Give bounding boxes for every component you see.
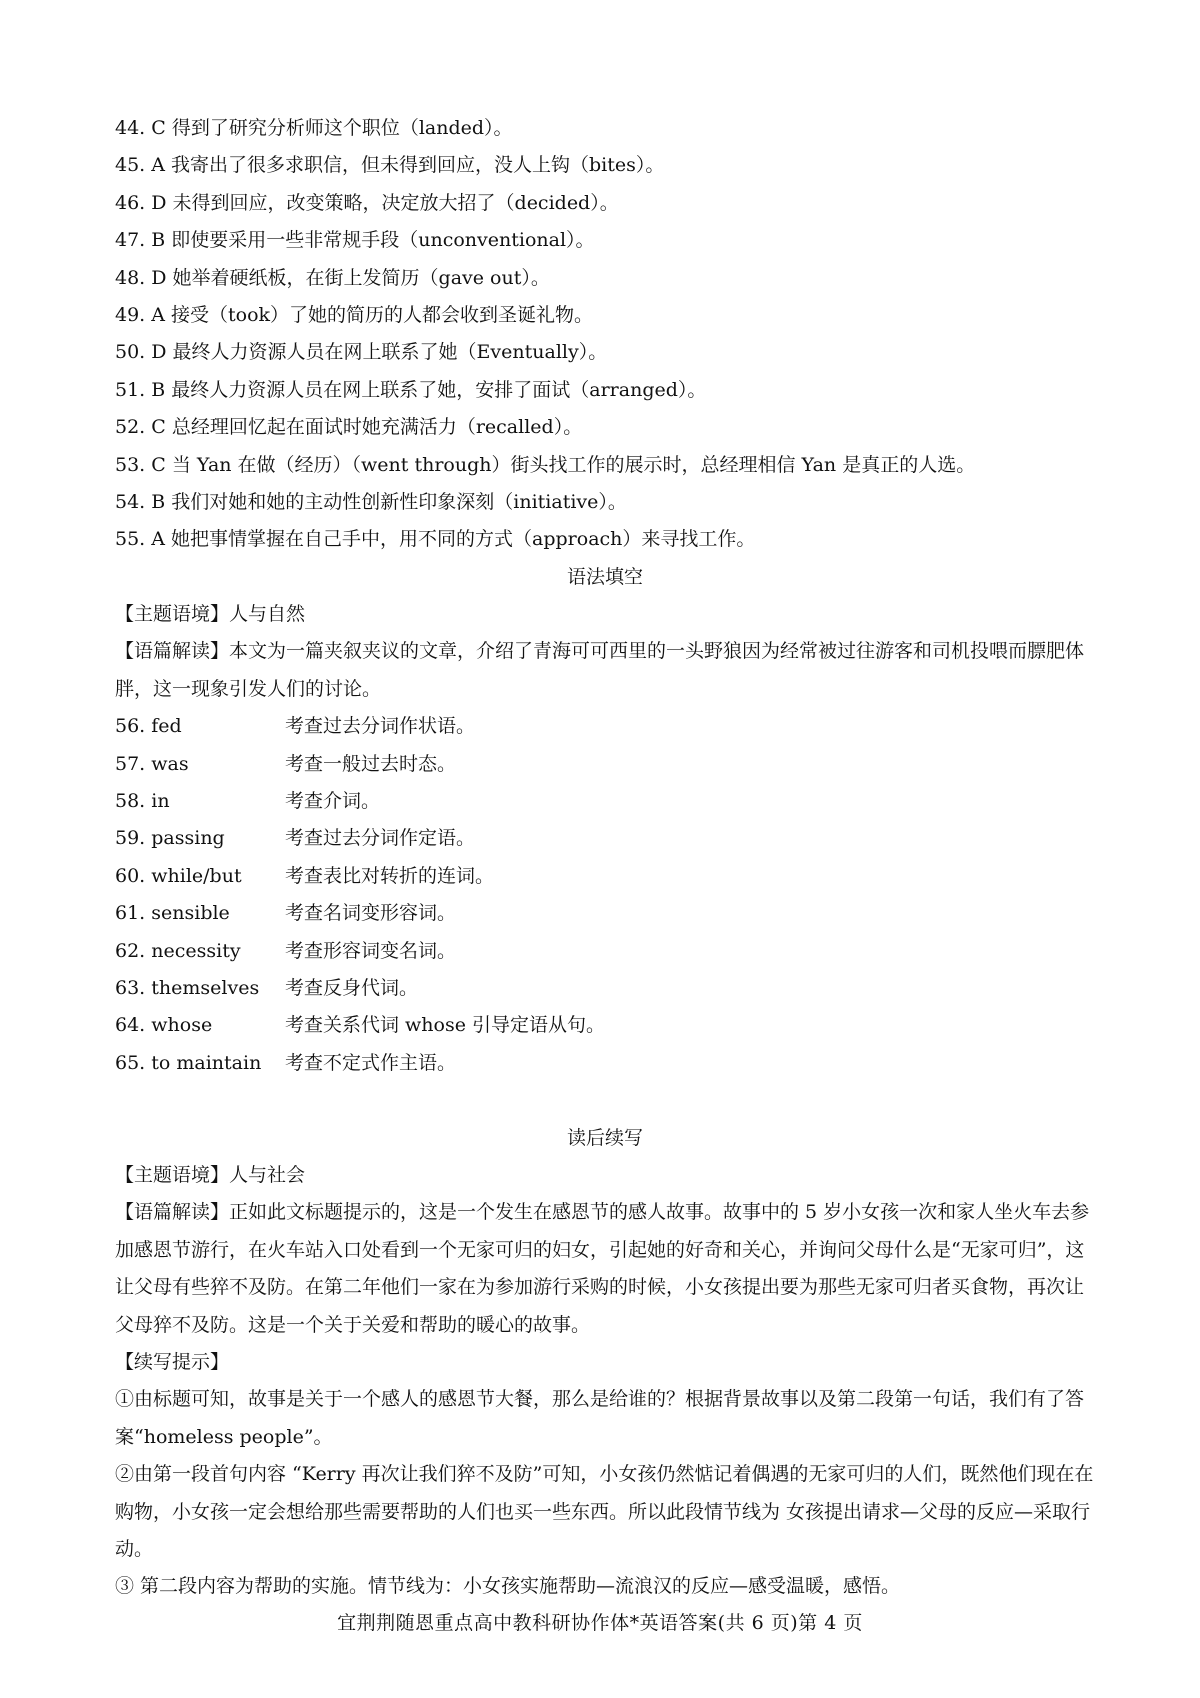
passage-analysis: 【语篇解读】正如此文标题提示的，这是一个发生在感恩节的感人故事。故事中的 5 岁小女孩一次和家人坐火车去参加感恩节游行，在火车站入口处看到一个无家可归的妇女，引起她的好奇和关心，并询问父母什么是“无家可归”，这让父母有些猝不及防。在第二年他们一家在为参加游行采购的时候，小女孩提出要为那些无家可归者买食物，再次让父母猝不及防。这是一个关于关爱和帮助的暖心的故事。	[115, 1201, 1090, 1336]
grammar-answer-row	[115, 933, 1095, 970]
section-title: 语法填空	[566, 565, 643, 588]
section-gap	[115, 1082, 1095, 1119]
grammar-answer-row	[115, 895, 1095, 932]
answer-line: 48. D 她举着硬纸板，在街上发简历（gave out）。	[115, 266, 550, 289]
writing-hint: ③ 第二段内容为帮助的实施。情节线为：小女孩实施帮助—流浪汉的反应—感受温暖，感悟。	[115, 1575, 901, 1598]
grammar-answer: 60. while/but	[115, 864, 242, 887]
writing-hint: ②由第一段首句内容 “Kerry 再次让我们猝不及防”可知，小女孩仍然惦记着偶遇的无家可归的人们，既然他们现在在购物，小女孩一定会想给那些需要帮助的人们也买一些东西。所以此段情节线为 女孩提出请求—父母的反应—采取行动。	[115, 1463, 1094, 1560]
page-footer: 宜荆荆随恩重点高中教科研协作体*英语答案(共 6 页)第 4 页	[337, 1612, 863, 1634]
answer-line: 44. C 得到了研究分析师这个职位（landed）。	[115, 117, 513, 139]
continuation-writing-section	[115, 1120, 1095, 1606]
answer-line: 52. C 总经理回忆起在面试时她充满活力（recalled）。	[115, 416, 583, 439]
grammar-note: 考查不定式作主语。	[285, 1051, 457, 1074]
answer-line: 54. B 我们对她和她的主动性创新性印象深刻（initiative）。	[115, 490, 627, 513]
theme-context: 【主题语境】人与自然	[115, 603, 306, 626]
grammar-answer-row	[115, 1045, 1095, 1082]
grammar-answer: 57. was	[115, 752, 189, 775]
grammar-note: 考查介词。	[285, 790, 381, 813]
grammar-note: 考查过去分词作定语。	[285, 827, 476, 850]
answer-line: 53. C 当 Yan 在做（经历）（went through）街头找工作的展示时，总经理相信 Yan 是真正的人选。	[115, 453, 976, 476]
grammar-answer-row	[115, 1007, 1095, 1044]
answer-line: 50. D 最终人力资源人员在网上联系了她（Eventually）。	[115, 341, 608, 364]
grammar-answer: 65. to maintain	[115, 1051, 262, 1074]
grammar-answer: 56. fed	[115, 715, 182, 738]
grammar-note: 考查过去分词作状语。	[285, 715, 476, 738]
answer-line: 46. D 未得到回应，改变策略，决定放大招了（decided）。	[115, 191, 619, 214]
theme-context: 【主题语境】人与社会	[115, 1163, 306, 1186]
grammar-answer: 63. themselves	[115, 977, 260, 1000]
grammar-section	[115, 559, 1095, 1083]
grammar-answer: 59. passing	[115, 827, 225, 850]
grammar-answer-row	[115, 783, 1095, 820]
grammar-answer: 58. in	[115, 790, 170, 813]
grammar-answer: 61. sensible	[115, 902, 230, 925]
grammar-note: 考查一般过去时态。	[285, 752, 457, 775]
answer-line: 51. B 最终人力资源人员在网上联系了她，安排了面试（arranged）。	[115, 378, 707, 401]
grammar-answer: 64. whose	[115, 1014, 213, 1037]
grammar-note: 考查形容词变名词。	[285, 939, 457, 962]
grammar-answer-row	[115, 858, 1095, 895]
writing-hints-heading: 【续写提示】	[115, 1350, 230, 1373]
grammar-answer-row	[115, 820, 1095, 857]
grammar-note: 考查反身代词。	[285, 977, 419, 1000]
section-title: 读后续写	[566, 1126, 643, 1149]
answer-line: 55. A 她把事情掌握在自己手中，用不同的方式（approach）来寻找工作。	[115, 528, 756, 551]
answer-page	[115, 110, 1095, 1606]
grammar-note: 考查表比对转折的连词。	[285, 864, 495, 887]
answer-line: 49. A 接受（took）了她的简历的人都会收到圣诞礼物。	[115, 303, 594, 326]
grammar-answer-row	[115, 746, 1095, 783]
grammar-answer: 62. necessity	[115, 939, 241, 962]
answer-line: 47. B 即使要采用一些非常规手段（unconventional）。	[115, 229, 595, 252]
answer-line: 45. A 我寄出了很多求职信，但未得到回应，没人上钩（bites）。	[115, 154, 665, 177]
cloze-answers-section	[115, 110, 1095, 559]
writing-hint: ①由标题可知，故事是关于一个感人的感恩节大餐，那么是给谁的？根据背景故事以及第二段第一句话，我们有了答案“homeless people”。	[115, 1388, 1085, 1448]
grammar-answer-row	[115, 970, 1095, 1007]
passage-analysis: 【语篇解读】本文为一篇夹叙夹议的文章，介绍了青海可可西里的一头野狼因为经常被过往游客和司机投喂而膘肥体胖，这一现象引发人们的讨论。	[115, 640, 1085, 700]
grammar-note: 考查关系代词 whose 引导定语从句。	[285, 1014, 606, 1037]
grammar-answer-row	[115, 708, 1095, 745]
grammar-note: 考查名词变形容词。	[285, 902, 457, 925]
